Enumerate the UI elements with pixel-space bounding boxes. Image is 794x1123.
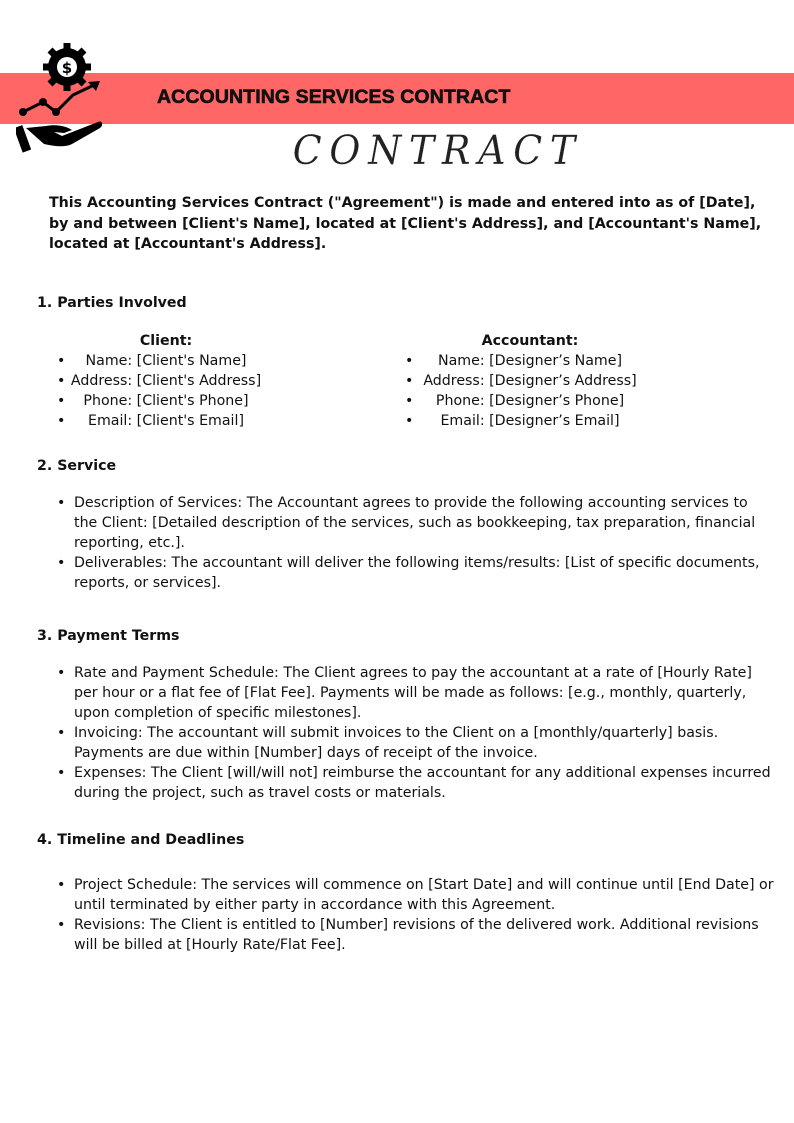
client-item: Phone: [Client's Phone] [83, 393, 249, 409]
accountant-column: Accountant: • Name: [Designer’s Name] • Address: [Designer’s Address] • Phone: [Designer’s Phone] • Email: [Designer’s Email] [405, 331, 655, 431]
payment-list [74, 663, 774, 803]
service-list [74, 493, 774, 593]
list-item: • Expenses: The Client [will/will not] reimburse the accountant for any additional expenses incurred during the project, such as travel costs or materials. [74, 763, 774, 803]
client-item: Address: [Client's Address] [70, 373, 262, 389]
client-item: Name: [Client's Name] [85, 353, 247, 369]
list-item: • Deliverables: The accountant will deliver the following items/results: [List of specific documents, reports, or services]. [74, 553, 774, 593]
client-title: Client: [139, 333, 193, 349]
accountant-item: Name: [Designer’s Name] [437, 353, 623, 369]
section-heading: 4. Timeline and Deadlines [37, 832, 245, 848]
script-title: CONTRACT [292, 128, 583, 174]
section-heading: 3. Payment Terms [37, 628, 180, 644]
document-title: ACCOUNTING SERVICES CONTRACT [157, 86, 511, 108]
intro-paragraph: This Accounting Services Contract ("Agreement") is made and entered into as of [Date], by and between [Client's Name], located at [Client's Address], and [Accountant's Name], located at [Accountant's Address]. [49, 195, 762, 252]
list-item: • Rate and Payment Schedule: The Client agrees to pay the accountant at a rate of [Hourly Rate] per hour or a flat fee of [Flat Fee]. Payments will be made as follows: [e.g., monthly, quarterly, upon completion of specific milestones]. [74, 663, 774, 723]
client-column: Client: • Name: [Client's Name] • Address: [Client's Address] • Phone: [Client's Phone] • Email: [Client's Email] [57, 331, 275, 431]
accountant-item: Address: [Designer’s Address] [423, 373, 637, 389]
accountant-item: Phone: [Designer’s Phone] [435, 393, 625, 409]
client-item: Email: [Client's Email] [88, 413, 244, 429]
hand-gear-dollar-growth-icon [16, 40, 106, 155]
accountant-title: Accountant: [481, 333, 579, 349]
list-item: • Invoicing: The accountant will submit invoices to the Client on a [monthly/quarterly] basis. Payments are due within [Number] days of receipt of the invoice. [74, 723, 774, 763]
timeline-list [74, 875, 774, 955]
svg-text:$: $ [61, 59, 73, 77]
list-item: • Revisions: The Client is entitled to [Number] revisions of the delivered work. Additional revisions will be billed at [Hourly Rate/Flat Fee]. [74, 915, 774, 955]
section-heading: 1. Parties Involved [37, 295, 187, 311]
list-item: • Description of Services: The Accountant agrees to provide the following accounting services to the Client: [Detailed description of the services, such as bookkeeping, tax preparation, financial reporting, etc.]. [74, 493, 774, 553]
section-heading: 2. Service [37, 458, 117, 474]
list-item: • Project Schedule: The services will commence on [Start Date] and will continue until [End Date] or until terminated by either party in accordance with this Agreement. [74, 875, 774, 915]
accountant-item: Email: [Designer’s Email] [440, 413, 620, 429]
